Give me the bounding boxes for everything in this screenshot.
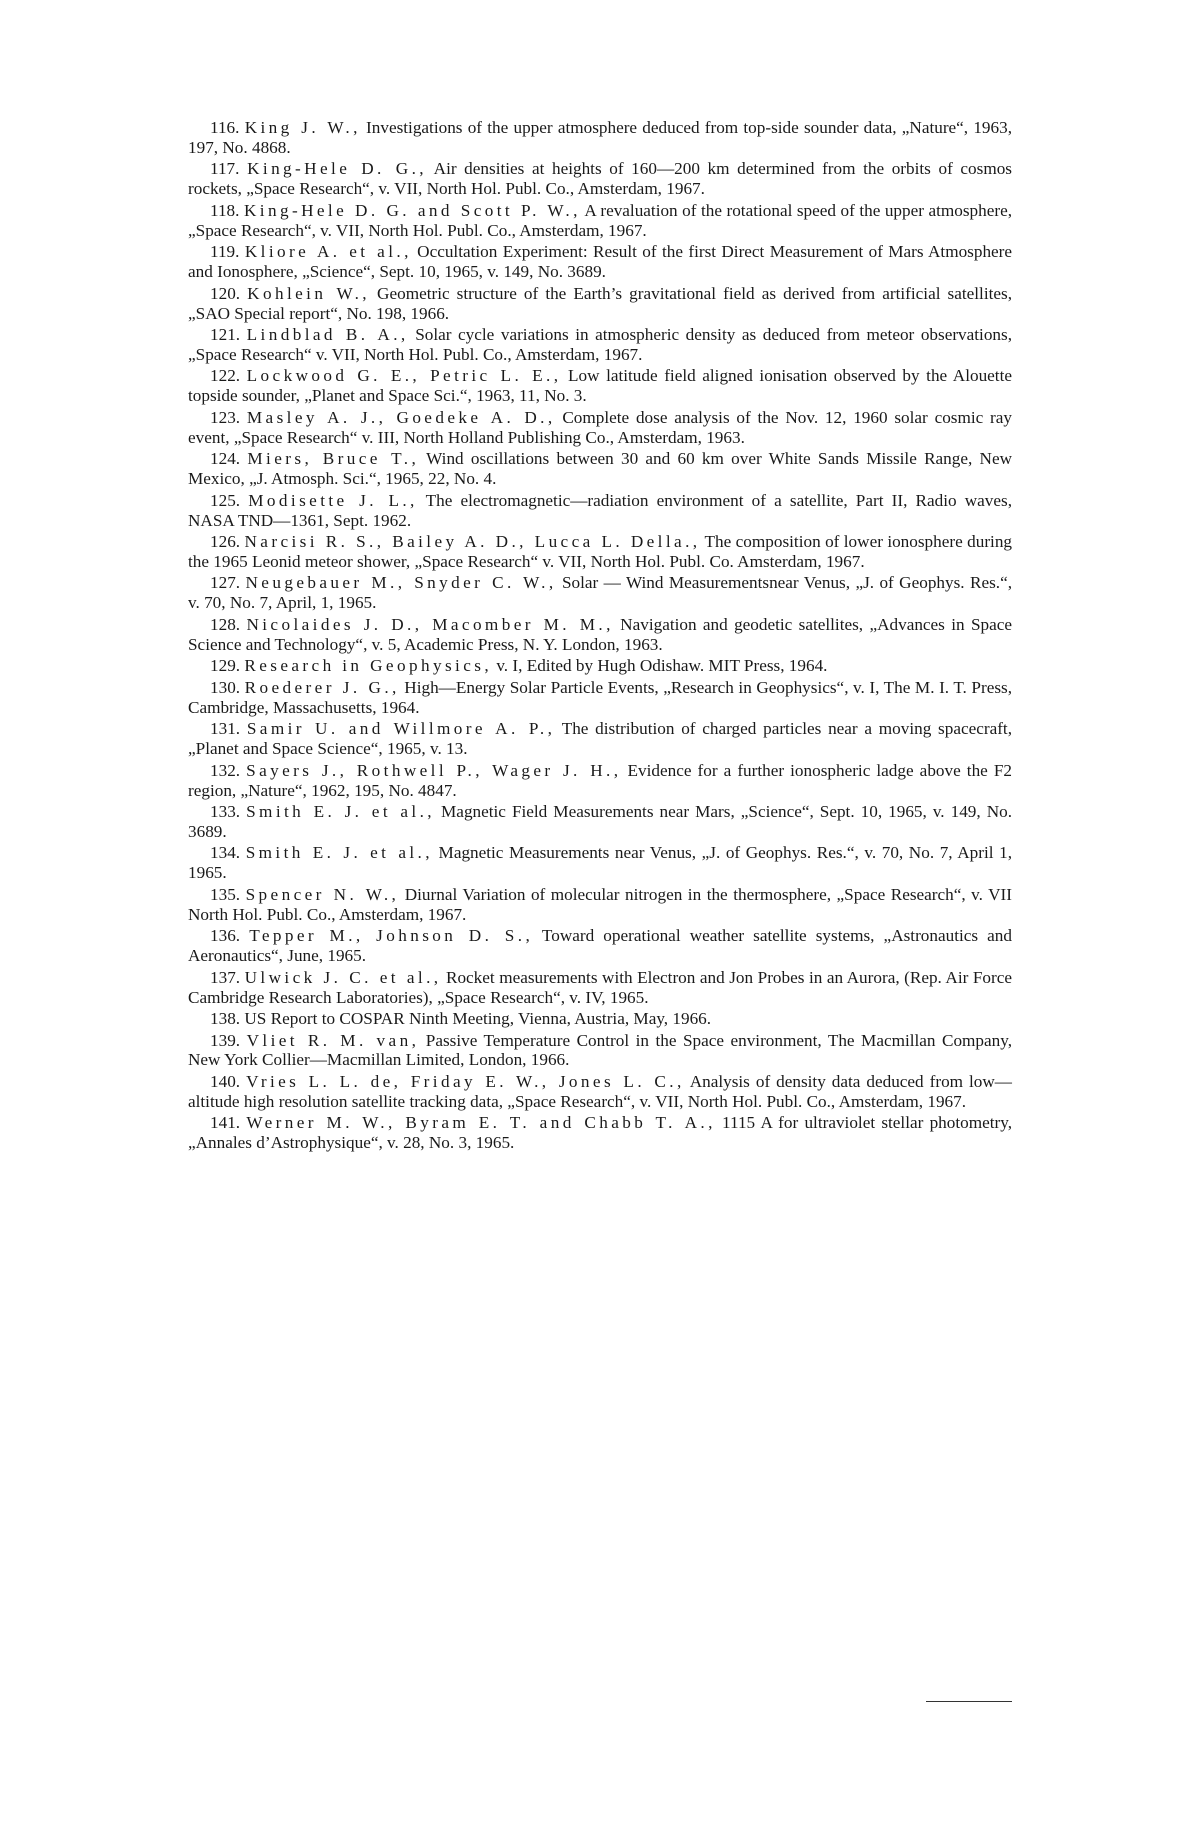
reference-entry: [188, 656, 1012, 676]
reference-text: Rocket measurements with Electron and Jon Probes in an Aurora, (Rep. Air Force Cambridge Research Laboratories), „Space Research“, v. IV, 1965.: [188, 967, 1013, 1007]
reference-text: Wind oscillations between 30 and 60 km over White Sands Missile Range, New Mexico, „J. Atmosph. Sci.“, 1965, 22, No. 4.: [188, 449, 1012, 489]
reference-entry: [188, 802, 1012, 842]
reference-entry: [188, 1009, 1012, 1029]
reference-number: 116.: [210, 118, 240, 137]
reference-number: 132.: [210, 760, 241, 780]
reference-text: The composition of lower ionosphere during the 1965 Leonid meteor shower, „Space Research“ v. VII, North Hol. Publ. Co. Amsterdam, 1967.: [188, 532, 1013, 571]
reference-text: Passive Temperature Control in the Space environment, The Macmillan Company, New York Collier—Macmillan Limited, London, 1966.: [188, 1030, 1012, 1070]
reference-author: Ulwick J. C. et al.,: [244, 967, 442, 987]
reference-number: 120.: [210, 283, 241, 303]
reference-entry: [188, 968, 1012, 1008]
reference-text: Solar cycle variations in atmospheric density as deduced from meteor observations, „Space Research“ v. VII, North Hol. Publ. Co., Amsterdam, 1967.: [188, 325, 1013, 364]
reference-author: Masley A. J., Goedeke A. D.,: [246, 407, 556, 427]
reference-text: Magnetic Measurements near Venus, „J. of Geophys. Res.“, v. 70, No. 7, April 1, 1965.: [188, 843, 1013, 883]
reference-text: High—Energy Solar Particle Events, „Research in Geophysics“, v. I, The M. I. T. Press, Cambridge, Massachusetts, 1964.: [188, 677, 1012, 717]
reference-author: Samir U. and Willmore A. P.,: [246, 719, 556, 739]
reference-number: 118.: [210, 200, 240, 220]
reference-number: 117.: [210, 159, 240, 179]
reference-author: Kohlein W.,: [247, 283, 370, 303]
reference-entry: [188, 325, 1012, 365]
reference-number: 122.: [210, 366, 241, 386]
reference-number: 141.: [210, 1113, 241, 1133]
reference-author: Neugebauer M., Snyder C. W.,: [245, 573, 557, 593]
reference-text: Air densities at heights of 160—200 km determined from the orbits of cosmos rockets, „Space Research“, v. VII, North Hol. Publ. Co., Amsterdam, 1967.: [188, 159, 1012, 199]
reference-text: v. I, Edited by Hugh Odishaw. MIT Press, 1964.: [492, 656, 828, 676]
reference-author: Kliore A. et al.,: [244, 242, 412, 262]
reference-author: Vries L. L. de, Friday E. W., Jones L. C.,: [246, 1071, 685, 1091]
reference-number: 119.: [210, 242, 240, 262]
reference-author: Werner M. W., Byram E. T. and Chabb T. A.,: [246, 1113, 716, 1133]
reference-entry: [188, 719, 1012, 759]
reference-author: Narcisi R. S., Bailey A. D., Lucca L. Della.,: [244, 532, 701, 552]
reference-text: Low latitude field aligned ionisation observed by the Alouette topside sounder, „Planet and Space Sci.“, 1963, 11, No. 3.: [188, 366, 1012, 406]
reference-author: Spencer N. W.,: [245, 884, 400, 904]
reference-entry: [188, 761, 1012, 801]
reference-text: 1115 A for ultraviolet stellar photometry, „Annales d’Astrophysique“, v. 28, No. 3, 1965.: [188, 1113, 1013, 1153]
reference-author: King-Hele D. G.,: [247, 159, 427, 179]
reference-entry: [188, 532, 1012, 572]
reference-author: King J. W.,: [244, 118, 361, 137]
reference-entry: [188, 885, 1012, 925]
reference-author: Modisette J. L.,: [248, 490, 418, 510]
reference-entry: [188, 491, 1012, 531]
reference-number: 139.: [210, 1030, 241, 1050]
reference-entry: [188, 201, 1012, 241]
reference-author: Roederer J. G.,: [244, 677, 400, 697]
reference-author: Lindblad B. A.,: [246, 325, 409, 345]
reference-number: 130.: [210, 677, 241, 697]
reference-text: Investigations of the upper atmosphere deduced from top-side sounder data, „Nature“, 1963, 197, No. 4868.: [188, 118, 1012, 157]
reference-number: 135.: [210, 884, 241, 904]
reference-text: The electromagnetic—radiation environment of a satellite, Part II, Radio waves, NASA TND—1361, Sept. 1962.: [188, 490, 1012, 530]
reference-number: 140.: [210, 1071, 241, 1091]
reference-text: Occultation Experiment: Result of the first Direct Measurement of Mars Atmosphere and Ionosphere, „Science“, Sept. 10, 1965, v. 149, No. 3689.: [188, 242, 1013, 282]
reference-entry: [188, 159, 1012, 199]
reference-number: 125.: [210, 490, 241, 510]
reference-author: Vliet R. M. van,: [246, 1030, 420, 1050]
reference-number: 123.: [210, 407, 241, 427]
reference-entry: [188, 408, 1012, 448]
reference-text: Evidence for a further ionospheric ladge above the F2 region, „Nature“, 1962, 195, No. 4847.: [188, 760, 1013, 800]
reference-entry: [188, 1072, 1012, 1112]
reference-number: 127.: [210, 573, 241, 593]
reference-text: Diurnal Variation of molecular nitrogen in the thermosphere, „Space Research“, v. VII North Hol. Publ. Co., Amsterdam, 1967.: [188, 884, 1013, 924]
reference-author: Lockwood G. E., Petric L. E.,: [246, 366, 562, 386]
reference-entry: [188, 843, 1012, 883]
reference-number: 138.: [210, 1009, 241, 1029]
reference-number: 131.: [210, 719, 241, 739]
reference-entry: [188, 449, 1012, 489]
reference-text: Analysis of density data deduced from low—altitude high resolution satellite tracking data, „Space Research“, v. VII, North Hol. Publ. Co., Amsterdam, 1967.: [188, 1071, 1012, 1111]
reference-entry: [188, 1113, 1012, 1153]
reference-text: Solar — Wind Measurementsnear Venus, „J. of Geophys. Res.“, v. 70, No. 7, April, 1, 1965.: [188, 573, 1012, 613]
reference-number: 133.: [210, 802, 241, 821]
reference-entry: [188, 1031, 1012, 1071]
reference-text: US Report to COSPAR Ninth Meeting, Vienna, Austria, May, 1966.: [244, 1009, 712, 1029]
reference-entry: [188, 284, 1012, 324]
reference-number: 121.: [210, 325, 241, 345]
reference-entry: [188, 926, 1012, 966]
reference-text: Toward operational weather satellite systems, „Astronautics and Aeronautics“, June, 1965.: [188, 926, 1012, 966]
reference-entry: [188, 242, 1012, 282]
reference-text: Magnetic Field Measurements near Mars, „Science“, Sept. 10, 1965, v. 149, No. 3689.: [188, 802, 1013, 841]
reference-number: 137.: [210, 967, 241, 987]
reference-number: 129.: [210, 656, 241, 676]
reference-author: Smith E. J. et al.,: [246, 802, 436, 821]
reference-entry: [188, 615, 1012, 655]
reference-entry: [188, 573, 1012, 613]
reference-text: A revaluation of the rotational speed of the upper atmosphere, „Space Research“, v. VII, North Hol. Publ. Co., Amsterdam, 1967.: [188, 200, 1012, 240]
reference-text: Complete dose analysis of the Nov. 12, 1960 solar cosmic ray event, „Space Research“ v. III, North Holland Publishing Co., Amsterdam, 1963.: [188, 407, 1013, 447]
reference-entry: [188, 366, 1012, 406]
reference-number: 136.: [210, 926, 241, 946]
reference-entry: [188, 118, 1012, 158]
reference-author: Miers, Bruce T.,: [247, 449, 420, 469]
end-rule: [926, 1701, 1012, 1702]
reference-number: 134.: [210, 843, 241, 863]
reference-text: Geometric structure of the Earth’s gravitational field as derived from artificial satellites, „SAO Special report“, No. 198, 1966.: [188, 283, 1012, 323]
reference-entry: [188, 678, 1012, 718]
reference-text: The distribution of charged particles near a moving spacecraft, „Planet and Space Science“, 1965, v. 13.: [188, 719, 1013, 759]
reference-number: 124.: [210, 449, 241, 469]
reference-number: 126.: [210, 532, 241, 552]
reference-number: 128.: [210, 614, 241, 634]
reference-author: Sayers J., Rothwell P., Wager J. H.,: [246, 760, 622, 780]
reference-author: Research in Geophysics,: [244, 656, 493, 676]
reference-list: [188, 118, 1012, 1155]
reference-text: Navigation and geodetic satellites, „Advances in Space Science and Technology“, v. 5, Academic Press, N. Y. London, 1963.: [188, 614, 1012, 654]
reference-author: King-Hele D. G. and Scott P. W.,: [243, 200, 581, 220]
reference-author: Smith E. J. et al.,: [245, 843, 433, 863]
reference-author: Tepper M., Johnson D. S.,: [249, 926, 534, 946]
reference-author: Nicolaides J. D., Macomber M. M.,: [246, 614, 614, 634]
